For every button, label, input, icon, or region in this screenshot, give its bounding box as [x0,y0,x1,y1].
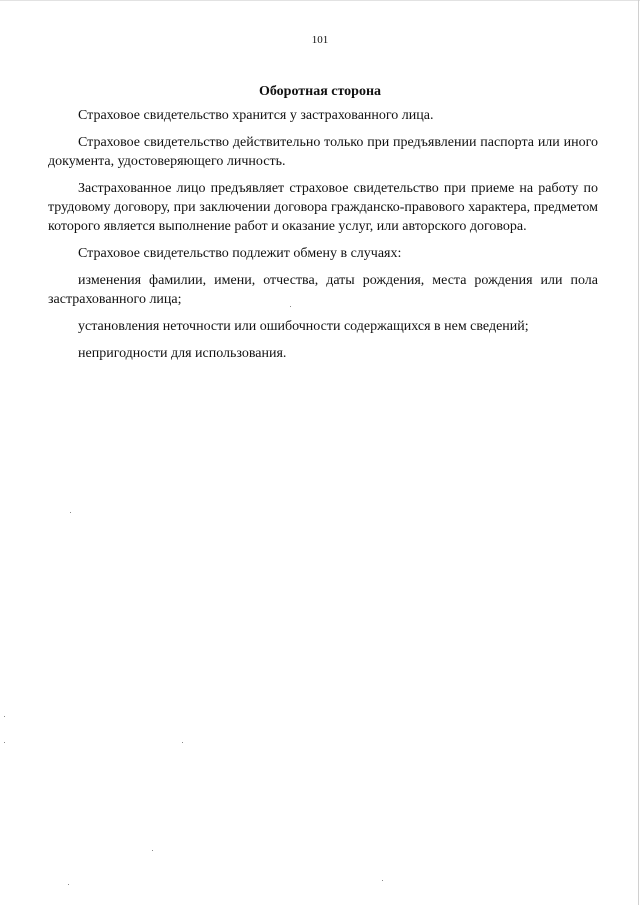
page-number: 101 [311,34,329,46]
section-heading: Оборотная сторона [258,84,382,99]
scan-speck [152,850,153,851]
paragraph-storage: Страховое свидетельство хранится у застрахованного лица. [78,108,434,123]
paragraph-exchange-intro: Страховое свидетельство подлежит обмену в случаях: [78,246,402,261]
page-right-edge [638,0,639,905]
scan-speck [4,716,5,717]
list-item-name-change: изменения фамилии, имени, отчества, даты рождения, места рождения или пола застрахованного лица; [48,273,598,307]
scan-speck [4,742,5,743]
list-item-unusable: непригодности для использования. [78,346,287,361]
paragraph-presentation: Застрахованное лицо предъявляет страховое свидетельство при приеме на работу по трудовому договору, при заключении договора гражданско-правового характера, предметом которого является выполнение работ и оказание услуг, или авторского договора. [48,181,598,234]
scan-speck [382,880,383,881]
scan-speck [182,742,183,743]
scan-speck [70,512,71,513]
document-body [48,106,598,371]
scan-speck [68,884,69,885]
page-top-edge [0,0,640,1]
list-item-inaccuracy: установления неточности или ошибочности содержащихся в нем сведений; [78,319,529,334]
paragraph-validity: Страховое свидетельство действительно только при предъявлении паспорта или иного документа, удостоверяющего личность. [48,135,598,169]
scan-speck [290,306,291,307]
